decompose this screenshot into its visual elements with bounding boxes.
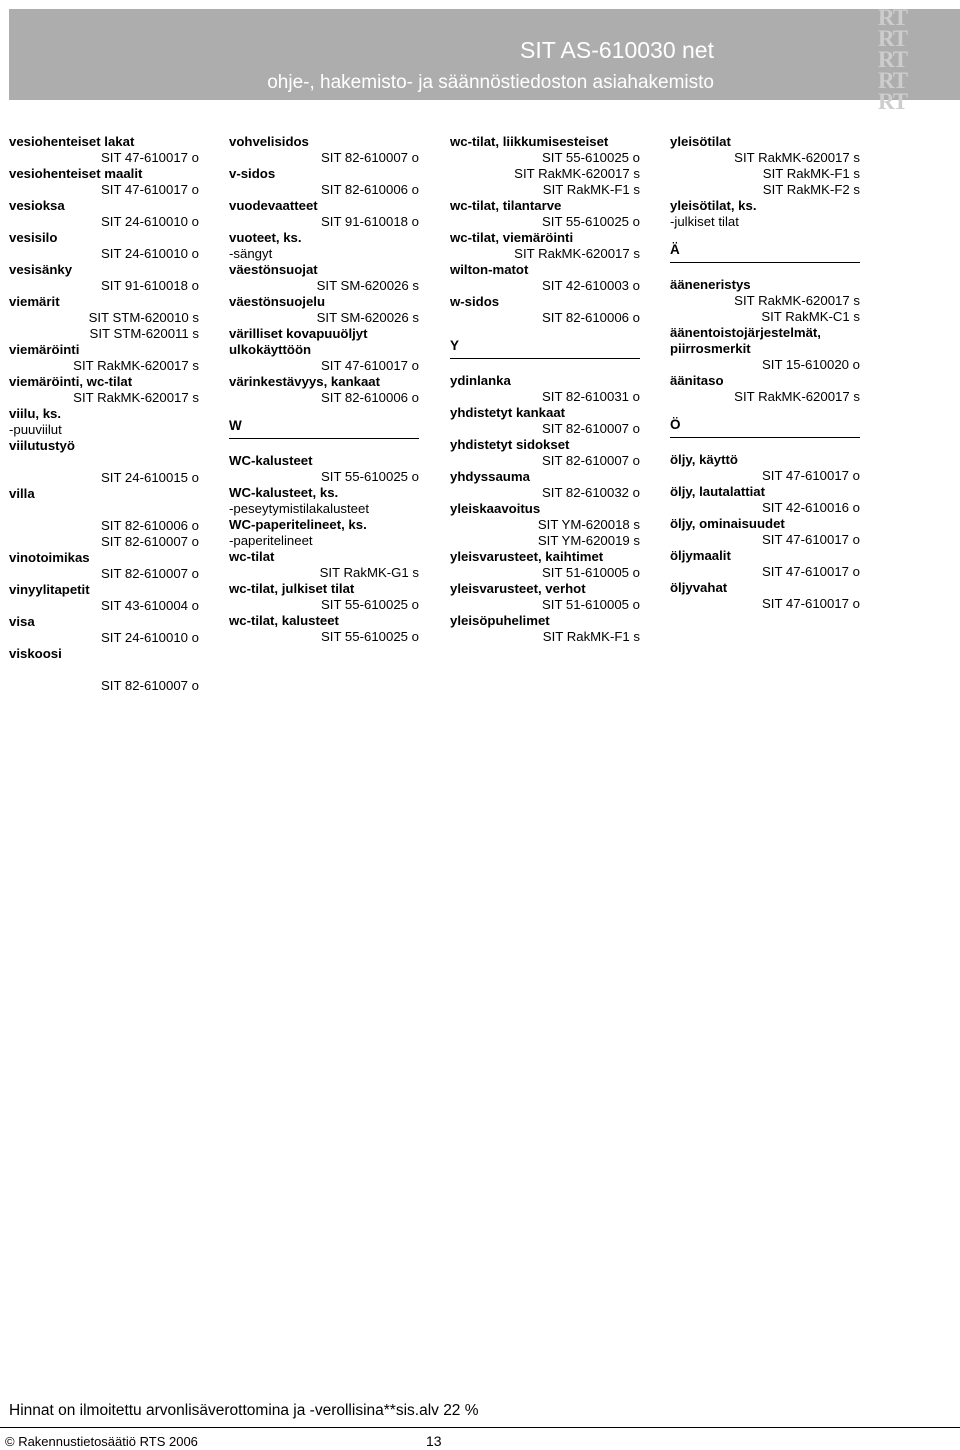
index-term: vesioksa: [9, 198, 65, 213]
index-term: öljy, käyttö: [670, 452, 738, 467]
index-reference: SIT 42-610016 o: [761, 500, 860, 515]
index-term: ulkokäyttöön: [229, 342, 312, 357]
index-reference: SIT 51-610005 o: [541, 597, 640, 612]
index-term: vuoteet, ks.: [229, 230, 302, 245]
index-term: villa: [9, 486, 35, 501]
index-term: WC-kalusteet: [229, 453, 313, 468]
section-letter: Ö: [670, 417, 860, 438]
index-reference: SIT 82-610007 o: [100, 566, 199, 581]
index-term: yleisötilat, ks.: [670, 198, 757, 213]
index-reference: SIT 91-610018 o: [100, 278, 199, 293]
index-reference: SIT 82-610006 o: [320, 182, 419, 197]
index-reference: SIT RakMK-620017 s: [514, 166, 640, 181]
index-term: viemäröinti, wc-tilat: [9, 374, 133, 389]
index-term: w-sidos: [450, 294, 500, 309]
index-term: öljyvahat: [670, 580, 728, 595]
see-also-term: -julkiset tilat: [670, 214, 739, 229]
index-reference: SIT 47-610017 o: [761, 468, 860, 483]
index-term: wc-tilat, tilantarve: [450, 198, 562, 213]
section-letter: Y: [450, 338, 640, 359]
index-reference: SIT 24-610010 o: [100, 214, 199, 229]
index-term: piirrosmerkit: [670, 341, 751, 356]
index-reference: SIT 82-610007 o: [320, 150, 419, 165]
index-reference: SIT 55-610025 o: [541, 214, 640, 229]
rt-logo: RT RT RT RT RT: [878, 5, 908, 114]
index-reference: SIT RakMK-F1 s: [542, 182, 640, 197]
index-term: wc-tilat, liikkumisesteiset: [450, 134, 609, 149]
index-reference: SIT 43-610004 o: [100, 598, 199, 613]
index-term: vesisänky: [9, 262, 73, 277]
index-term: yhdistetyt sidokset: [450, 437, 570, 452]
index-term: wc-tilat: [229, 549, 275, 564]
index-term: yhdistetyt kankaat: [450, 405, 566, 420]
index-term: vinyylitapetit: [9, 582, 90, 597]
header-band: [9, 5, 960, 114]
index-term: vuodevaatteet: [229, 198, 318, 213]
index-column-4: [670, 134, 860, 612]
footer: [0, 1427, 960, 1450]
index-term: yhdyssauma: [450, 469, 530, 484]
index-reference: SIT 82-610006 o: [541, 310, 640, 325]
index-reference: SIT 82-610031 o: [541, 389, 640, 404]
index-term: äänitaso: [670, 373, 724, 388]
index-term: viskoosi: [9, 646, 62, 661]
index-term: wc-tilat, viemäröinti: [450, 230, 574, 245]
index-term: öljy, lautalattiat: [670, 484, 766, 499]
index-reference: SIT RakMK-620017 s: [73, 390, 199, 405]
see-also-term: -puuviilut: [9, 422, 62, 437]
price-note: Hinnat on ilmoitettu arvonlisäverottomina ja -verollisina**sis.alv 22 %: [9, 1402, 479, 1419]
index-reference: SIT YM-620019 s: [537, 533, 640, 548]
index-reference: SIT 47-610017 o: [100, 150, 199, 165]
section-letter: Ä: [670, 242, 860, 263]
index-reference: SIT 55-610025 o: [541, 150, 640, 165]
index-term: WC-paperitelineet, ks.: [229, 517, 367, 532]
index-reference: SIT 91-610018 o: [320, 214, 419, 229]
index-reference: SIT STM-620011 s: [89, 326, 199, 341]
index-term: yleiskaavoitus: [450, 501, 541, 516]
index-reference: SIT 55-610025 o: [320, 629, 419, 644]
index-reference: SIT RakMK-F1 s: [542, 629, 640, 644]
index-reference: SIT 47-610017 o: [761, 564, 860, 579]
see-also-term: -sängyt: [229, 246, 273, 261]
index-column-2: [229, 134, 419, 645]
index-term: ääneneristys: [670, 277, 751, 292]
index-term: värilliset kovapuuöljyt: [229, 326, 368, 341]
index-term: väestönsuojat: [229, 262, 318, 277]
index-term: öljy, ominaisuudet: [670, 516, 785, 531]
page-subtitle: ohje-, hakemisto- ja säännöstiedoston asiahakemisto: [267, 72, 714, 93]
page-title: SIT AS-610030 net: [520, 37, 714, 63]
index-reference: SIT 82-610007 o: [541, 453, 640, 468]
index-column-3: [450, 134, 640, 645]
index-reference: SIT RakMK-F1 s: [762, 166, 860, 181]
index-reference: SIT 47-610017 o: [100, 182, 199, 197]
index-term: vesiohenteiset maalit: [9, 166, 143, 181]
index-term: vohvelisidos: [229, 134, 309, 149]
index-term: wc-tilat, julkiset tilat: [229, 581, 355, 596]
index-column-1: [9, 134, 199, 694]
copyright: © Rakennustietosäätiö RTS 2006: [5, 1434, 198, 1449]
spacer: [9, 502, 199, 518]
index-term: vesisilo: [9, 230, 58, 245]
index-reference: SIT 55-610025 o: [320, 469, 419, 484]
page-number: 13: [426, 1433, 442, 1449]
index-term: äänentoistojärjestelmät,: [670, 325, 821, 340]
index-reference: SIT 47-610017 o: [761, 532, 860, 547]
index-term: viilutustyö: [9, 438, 75, 453]
section-letter: W: [229, 418, 419, 439]
index-reference: SIT 82-610032 o: [541, 485, 640, 500]
index-reference: SIT 24-610015 o: [100, 470, 199, 485]
index-reference: SIT 55-610025 o: [320, 597, 419, 612]
index-reference: SIT RakMK-G1 s: [319, 565, 419, 580]
index-term: ydinlanka: [450, 373, 511, 388]
index-reference: SIT 47-610017 o: [761, 596, 860, 611]
index-reference: SIT RakMK-620017 s: [514, 246, 640, 261]
index-term: yleisvarusteet, verhot: [450, 581, 586, 596]
index-reference: SIT 82-610007 o: [100, 534, 199, 549]
index-reference: SIT SM-620026 s: [316, 310, 419, 325]
index-term: öljymaalit: [670, 548, 731, 563]
index-reference: SIT RakMK-620017 s: [734, 293, 860, 308]
index-term: v-sidos: [229, 166, 276, 181]
index-reference: SIT RakMK-620017 s: [734, 389, 860, 404]
see-also-term: -peseytymistilakalusteet: [229, 501, 369, 516]
index-reference: SIT 82-610007 o: [541, 421, 640, 436]
index-reference: SIT SM-620026 s: [316, 278, 419, 293]
index-term: wilton-matot: [450, 262, 529, 277]
index-reference: SIT 47-610017 o: [320, 358, 419, 373]
index-reference: SIT STM-620010 s: [88, 310, 199, 325]
index-term: värinkestävyys, kankaat: [229, 374, 381, 389]
index-term: vesiohenteiset lakat: [9, 134, 135, 149]
index-term: väestönsuojelu: [229, 294, 326, 309]
spacer: [9, 454, 199, 470]
index-reference: SIT RakMK-F2 s: [762, 182, 860, 197]
index-reference: SIT 24-610010 o: [100, 630, 199, 645]
index-reference: SIT 82-610007 o: [100, 678, 199, 693]
index-term: viemäröinti: [9, 342, 80, 357]
index-term: viilu, ks.: [9, 406, 62, 421]
index-reference: SIT RakMK-620017 s: [734, 150, 860, 165]
index-reference: SIT YM-620018 s: [537, 517, 640, 532]
see-also-term: -paperitelineet: [229, 533, 313, 548]
index-term: wc-tilat, kalusteet: [229, 613, 339, 628]
index-reference: SIT 24-610010 o: [100, 246, 199, 261]
index-reference: SIT 82-610006 o: [100, 518, 199, 533]
index-term: visa: [9, 614, 35, 629]
index-term: yleisöpuhelimet: [450, 613, 550, 628]
index-term: yleisvarusteet, kaihtimet: [450, 549, 604, 564]
index-reference: SIT 82-610006 o: [320, 390, 419, 405]
index-term: yleisötilat: [670, 134, 731, 149]
spacer: [9, 662, 199, 678]
index-reference: SIT RakMK-C1 s: [761, 309, 860, 324]
index-reference: SIT RakMK-620017 s: [73, 358, 199, 373]
index-term: viemärit: [9, 294, 60, 309]
index-reference: SIT 42-610003 o: [541, 278, 640, 293]
index-term: WC-kalusteet, ks.: [229, 485, 339, 500]
index-reference: SIT 51-610005 o: [541, 565, 640, 580]
index-term: vinotoimikas: [9, 550, 90, 565]
index-reference: SIT 15-610020 o: [761, 357, 860, 372]
